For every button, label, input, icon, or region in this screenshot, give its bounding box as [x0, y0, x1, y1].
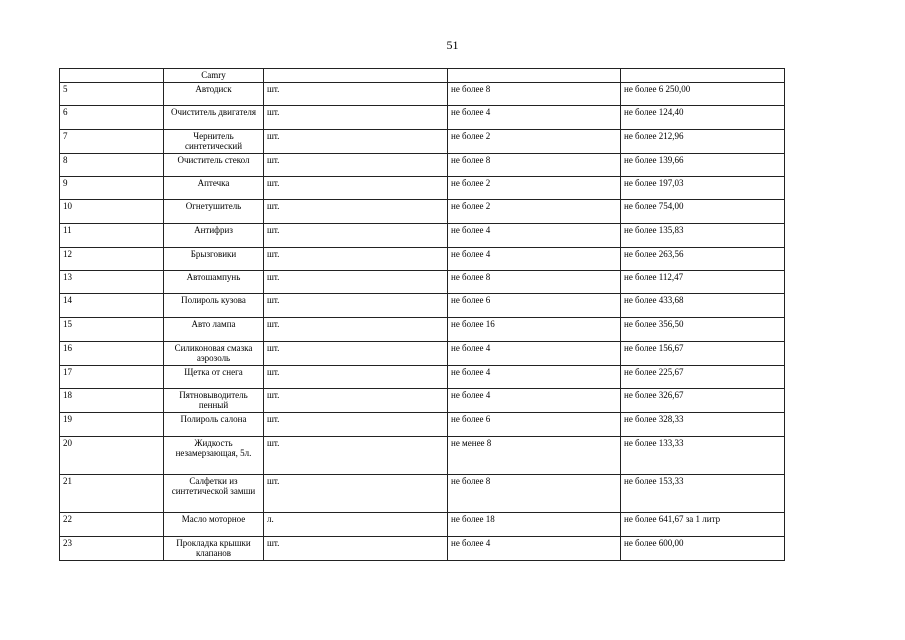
cell-item-number: 22	[60, 513, 164, 537]
cell-item-name: Очиститель двигателя	[164, 106, 264, 130]
table-row	[60, 413, 785, 437]
cell-quantity: не более 18	[448, 513, 621, 537]
cell-unit: шт.	[264, 413, 448, 437]
cell-price: не более 356,50	[621, 318, 785, 342]
cell-item-number: 19	[60, 413, 164, 437]
cell-item-number: 5	[60, 83, 164, 106]
table-row	[60, 537, 785, 561]
cell-unit: шт.	[264, 106, 448, 130]
cell-item-name: Пятновыводитель пенный	[164, 389, 264, 413]
cell-item-name: Салфетки из синтетической замши	[164, 475, 264, 513]
cell-item-name: Полироль салона	[164, 413, 264, 437]
cell-price: не более 197,03	[621, 177, 785, 200]
cell-unit: шт.	[264, 366, 448, 389]
table-row	[60, 475, 785, 513]
cell-item-number: 23	[60, 537, 164, 561]
cell-item-name: Жидкость незамерзающая, 5л.	[164, 437, 264, 475]
cell-item-number: 12	[60, 248, 164, 271]
table-row	[60, 389, 785, 413]
header-cell-price	[621, 69, 785, 83]
cell-unit: шт.	[264, 389, 448, 413]
cell-unit: шт.	[264, 537, 448, 561]
table-row	[60, 177, 785, 200]
cell-price: не более 133,33	[621, 437, 785, 475]
cell-item-name: Щетка от снега	[164, 366, 264, 389]
cell-unit: шт.	[264, 224, 448, 248]
cell-quantity: не более 4	[448, 224, 621, 248]
table-row	[60, 318, 785, 342]
cell-item-name: Полироль кузова	[164, 294, 264, 318]
cell-unit: шт.	[264, 294, 448, 318]
cell-item-name: Брызговики	[164, 248, 264, 271]
cell-item-number: 11	[60, 224, 164, 248]
cell-item-number: 17	[60, 366, 164, 389]
header-cell-num	[60, 69, 164, 83]
cell-item-name: Прокладка крышки клапанов	[164, 537, 264, 561]
cell-quantity: не более 16	[448, 318, 621, 342]
table-row	[60, 437, 785, 475]
cell-unit: л.	[264, 513, 448, 537]
cell-price: не более 328,33	[621, 413, 785, 437]
cell-unit: шт.	[264, 318, 448, 342]
cell-quantity: не более 4	[448, 537, 621, 561]
cell-unit: шт.	[264, 83, 448, 106]
cell-item-name: Автодиск	[164, 83, 264, 106]
table-row	[60, 154, 785, 177]
cell-item-number: 10	[60, 200, 164, 224]
cell-item-name: Силиконовая смазка аэрозоль	[164, 342, 264, 366]
cell-price: не более 112,47	[621, 271, 785, 294]
cell-quantity: не более 8	[448, 83, 621, 106]
header-cell-unit	[264, 69, 448, 83]
cell-item-name: Антифриз	[164, 224, 264, 248]
specification-table-body	[60, 69, 785, 561]
cell-quantity: не менее 8	[448, 437, 621, 475]
cell-item-name: Автошампунь	[164, 271, 264, 294]
cell-item-number: 18	[60, 389, 164, 413]
table-row	[60, 294, 785, 318]
cell-price: не более 641,67 за 1 литр	[621, 513, 785, 537]
table-row	[60, 342, 785, 366]
table-row	[60, 366, 785, 389]
cell-item-number: 9	[60, 177, 164, 200]
cell-price: не более 225,67	[621, 366, 785, 389]
cell-unit: шт.	[264, 200, 448, 224]
header-cell-model: Camry	[164, 69, 264, 83]
cell-item-number: 20	[60, 437, 164, 475]
cell-price: не более 433,68	[621, 294, 785, 318]
cell-price: не более 263,56	[621, 248, 785, 271]
cell-quantity: не более 6	[448, 413, 621, 437]
table-header-row	[60, 69, 785, 83]
table-row	[60, 513, 785, 537]
cell-price: не более 326,67	[621, 389, 785, 413]
cell-quantity: не более 8	[448, 271, 621, 294]
cell-price: не более 156,67	[621, 342, 785, 366]
cell-quantity: не более 8	[448, 154, 621, 177]
table-row	[60, 200, 785, 224]
cell-item-number: 6	[60, 106, 164, 130]
cell-item-name: Авто лампа	[164, 318, 264, 342]
table-row	[60, 224, 785, 248]
cell-item-number: 16	[60, 342, 164, 366]
table-row	[60, 106, 785, 130]
table-row	[60, 130, 785, 154]
cell-quantity: не более 8	[448, 475, 621, 513]
cell-quantity: не более 4	[448, 106, 621, 130]
cell-unit: шт.	[264, 248, 448, 271]
table-row	[60, 248, 785, 271]
cell-price: не более 139,66	[621, 154, 785, 177]
cell-quantity: не более 4	[448, 389, 621, 413]
cell-item-number: 15	[60, 318, 164, 342]
cell-price: не более 754,00	[621, 200, 785, 224]
cell-unit: шт.	[264, 475, 448, 513]
cell-price: не более 212,96	[621, 130, 785, 154]
cell-price: не более 153,33	[621, 475, 785, 513]
cell-unit: шт.	[264, 342, 448, 366]
cell-item-name: Масло моторное	[164, 513, 264, 537]
cell-quantity: не более 4	[448, 342, 621, 366]
cell-unit: шт.	[264, 271, 448, 294]
cell-item-name: Аптечка	[164, 177, 264, 200]
cell-price: не более 135,83	[621, 224, 785, 248]
cell-quantity: не более 6	[448, 294, 621, 318]
cell-unit: шт.	[264, 154, 448, 177]
cell-quantity: не более 4	[448, 248, 621, 271]
cell-quantity: не более 2	[448, 177, 621, 200]
cell-item-number: 8	[60, 154, 164, 177]
page-number: 51	[446, 38, 459, 52]
cell-item-name: Огнетушитель	[164, 200, 264, 224]
cell-price: не более 124,40	[621, 106, 785, 130]
cell-item-number: 14	[60, 294, 164, 318]
specification-table	[59, 68, 785, 561]
table-row	[60, 83, 785, 106]
cell-quantity: не более 2	[448, 200, 621, 224]
cell-price: не более 600,00	[621, 537, 785, 561]
cell-unit: шт.	[264, 437, 448, 475]
cell-item-name: Чернитель синтетический	[164, 130, 264, 154]
cell-item-number: 7	[60, 130, 164, 154]
cell-unit: шт.	[264, 130, 448, 154]
cell-quantity: не более 4	[448, 366, 621, 389]
cell-item-number: 21	[60, 475, 164, 513]
cell-item-number: 13	[60, 271, 164, 294]
cell-unit: шт.	[264, 177, 448, 200]
cell-item-name: Очиститель стекол	[164, 154, 264, 177]
header-cell-qty	[448, 69, 621, 83]
cell-quantity: не более 2	[448, 130, 621, 154]
table-row	[60, 271, 785, 294]
cell-price: не более 6 250,00	[621, 83, 785, 106]
